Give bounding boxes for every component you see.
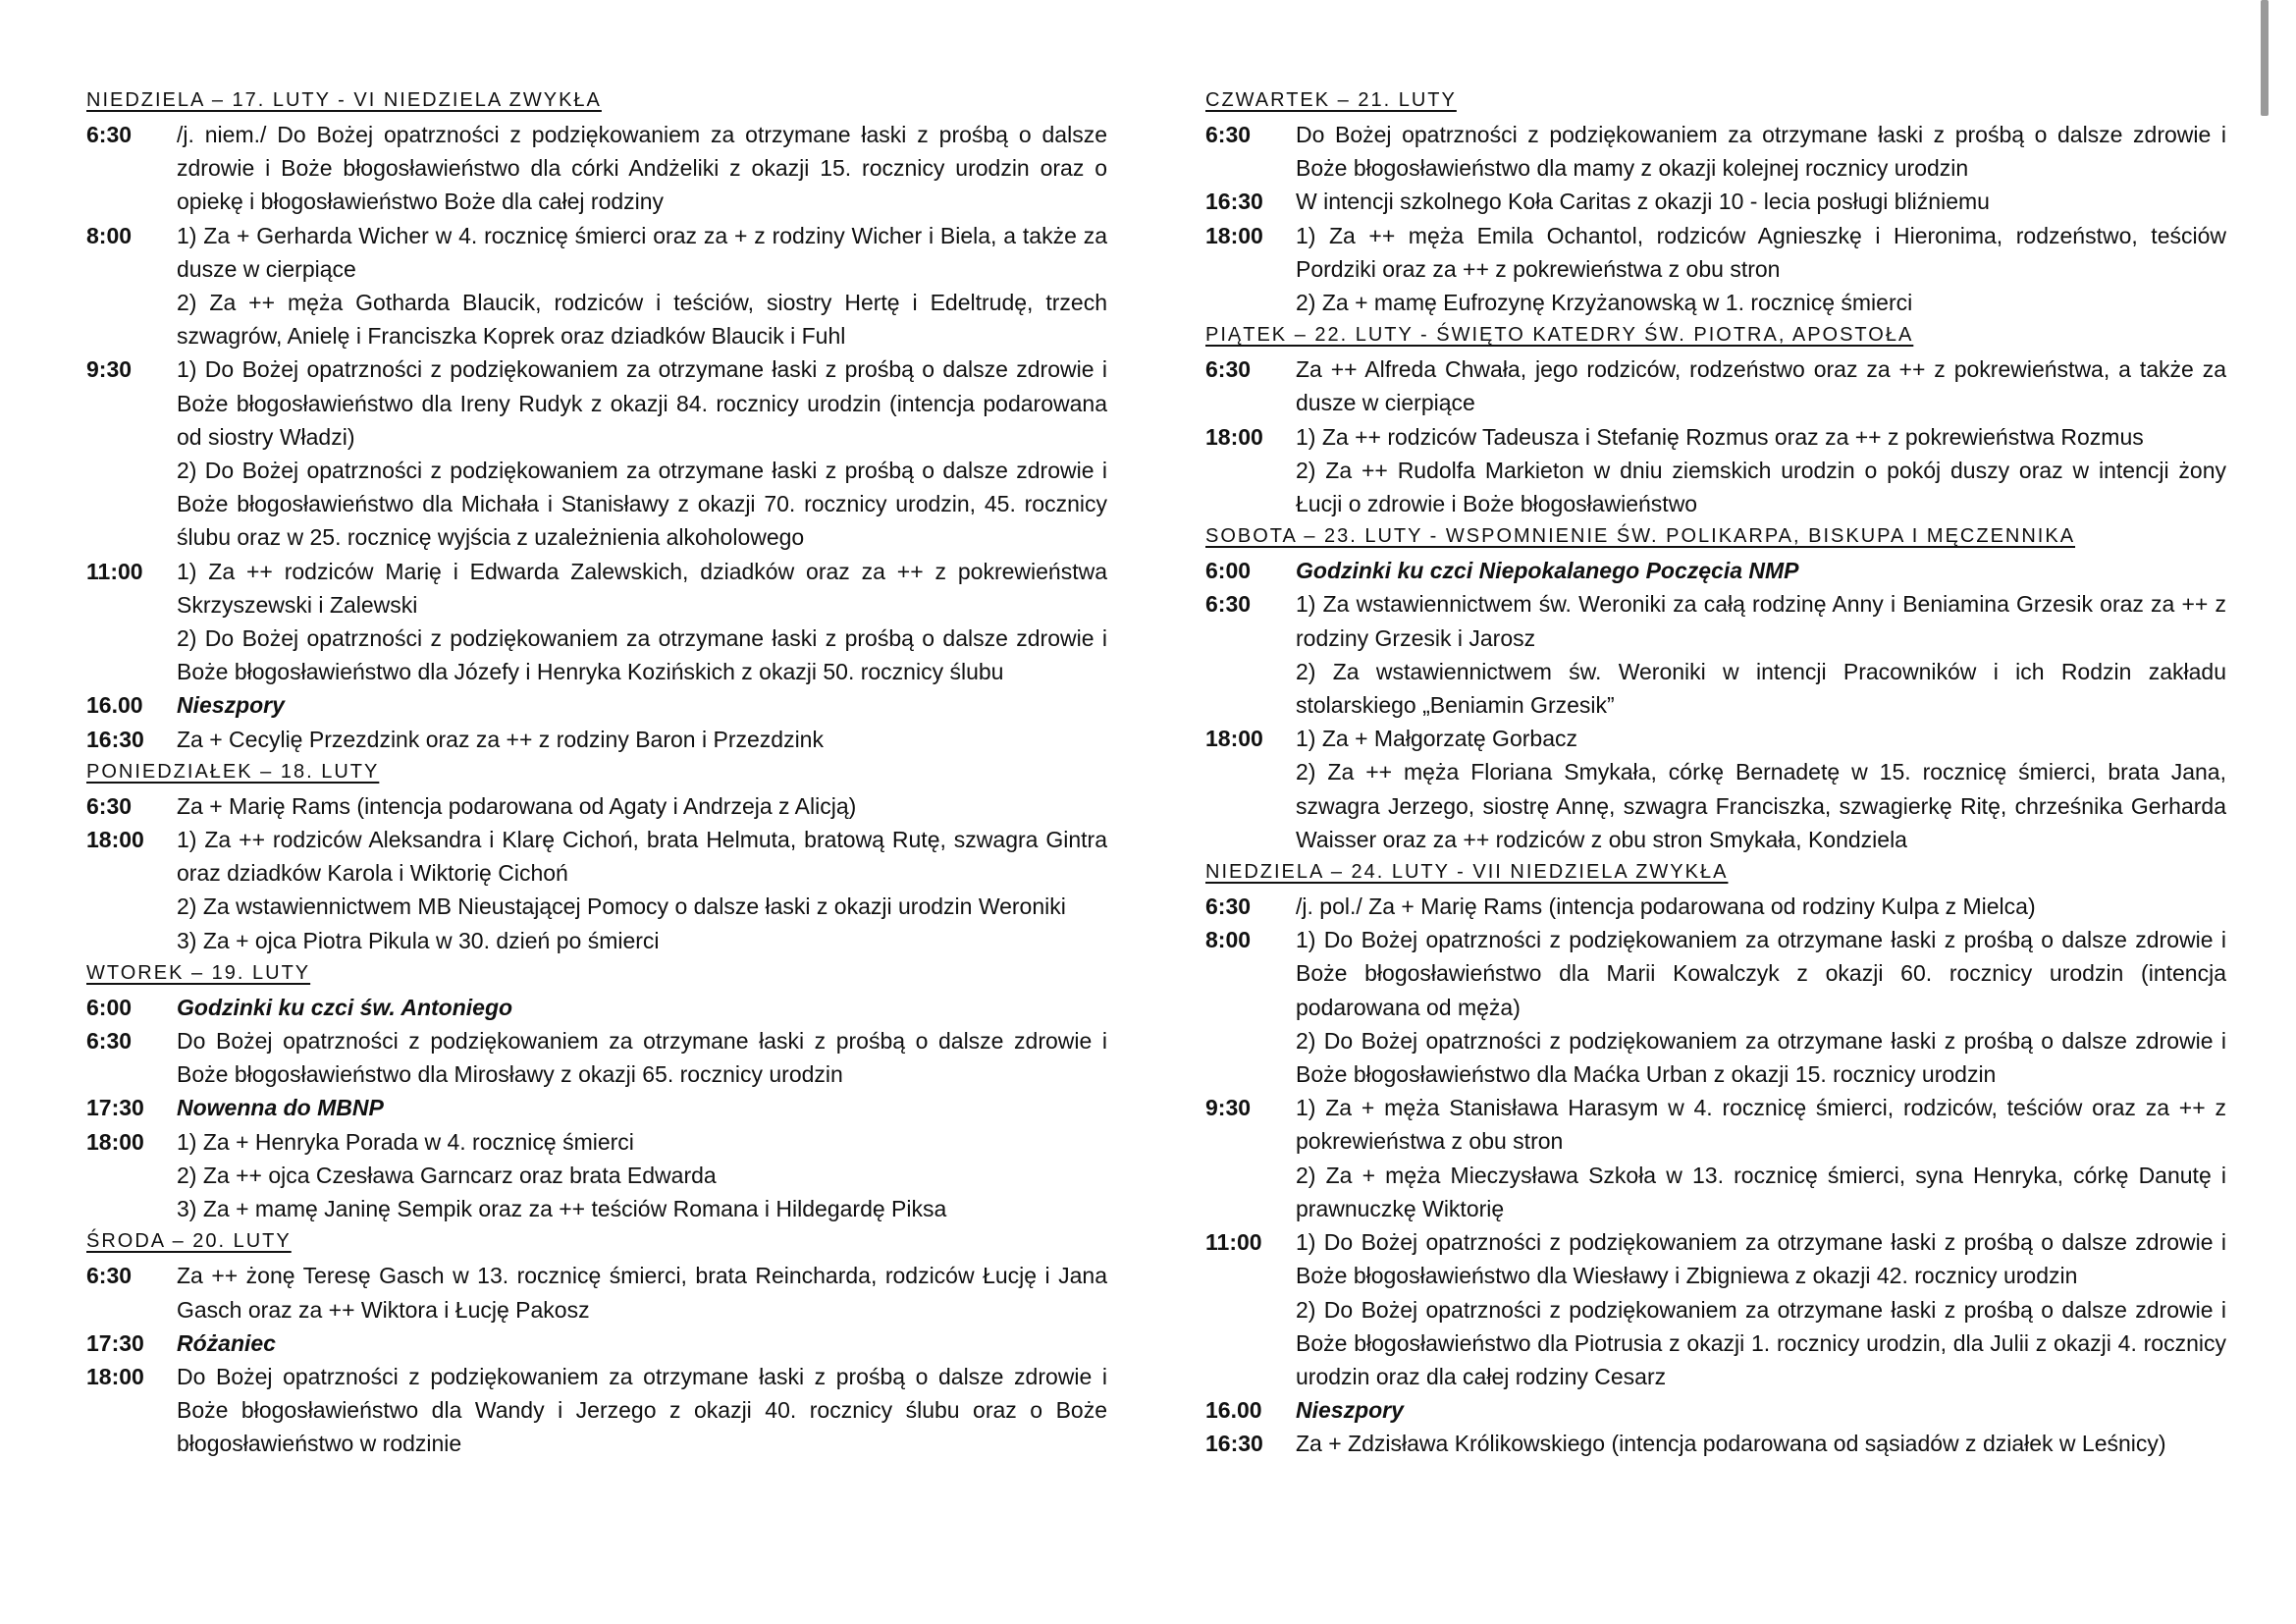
intention-entry: [1205, 1091, 2226, 1225]
intention-text: [177, 1024, 1107, 1091]
mass-time: 8:00: [1205, 927, 1252, 953]
intention-line: 2) Za + mamę Eufrozynę Krzyżanowską w 1. rocznicę śmierci: [1296, 290, 1913, 316]
intention-line: 2) Za wstawiennictwem MB Nieustającej Pomocy o dalsze łaski z okazji urodzin Weroniki: [177, 893, 1066, 920]
intention-text: [177, 219, 1107, 353]
scrollbar[interactable]: [2261, 0, 2269, 116]
mass-time: 6:30: [86, 122, 133, 147]
intention-text: [1296, 554, 2226, 587]
mass-time: 11:00: [86, 558, 143, 584]
mass-time: 16.00: [86, 692, 143, 719]
mass-time: 16:30: [1205, 189, 1263, 215]
day-heading: WTOREK – 19. LUTY: [86, 961, 311, 984]
intention-entry: [86, 118, 1107, 219]
intention-line: 2) Do Bożej opatrzności z podziękowaniem za otrzymane łaski z prośbą o dalsze zdrowie i Boże błogosławieństwo dla Maćka Urban z okazji 15. rocznicy urodzin: [1296, 1027, 2226, 1088]
intention-text: [1296, 185, 2226, 218]
intention-text: [1296, 219, 2226, 320]
mass-time: 6:30: [86, 792, 133, 819]
intention-line: Za + Marię Rams (intencja podarowana od Agaty i Andrzeja z Alicją): [177, 792, 857, 819]
intention-entry: [1205, 219, 2226, 320]
intention-text: [177, 789, 1107, 823]
intention-text: [1296, 587, 2226, 722]
mass-time: 18:00: [86, 1128, 144, 1155]
day-heading: NIEDZIELA – 24. LUTY - VII NIEDZIELA ZWYKŁA: [1205, 861, 1729, 884]
mass-time: 6:30: [1205, 122, 1252, 147]
intention-text: [177, 723, 1107, 756]
mass-time: 17:30: [86, 1329, 144, 1356]
mass-time: 18:00: [1205, 726, 1263, 752]
day-heading: SOBOTA – 23. LUTY - WSPOMNIENIE ŚW. POLIKARPA, BISKUPA I MĘCZENNIKA: [1205, 525, 2076, 548]
intention-entry: [1205, 420, 2226, 521]
mass-time: 6:30: [86, 1263, 133, 1289]
intention-text: [177, 1125, 1107, 1226]
intention-line: Nieszpory: [177, 692, 285, 719]
mass-time: 8:00: [86, 222, 133, 248]
intention-line: 1) Za wstawiennictwem św. Weroniki za całą rodzinę Anny i Beniamina Grzesik oraz za ++ z rodziny Grzesik i Jarosz: [1296, 591, 2226, 651]
intention-entry: [1205, 1393, 2226, 1427]
intention-line: Nieszpory: [1296, 1397, 1404, 1424]
intention-line: Do Bożej opatrzności z podziękowaniem za otrzymane łaski z prośbą o dalsze zdrowie i Boże błogosławieństwo dla Mirosławy z okazji 65. rocznicy urodzin: [177, 1028, 1107, 1088]
intention-line: Różaniec: [177, 1329, 276, 1356]
intention-entry: [86, 688, 1107, 722]
intention-line: /j. pol./ Za + Marię Rams (intencja podarowana od rodziny Kulpa z Mielca): [1296, 893, 2036, 920]
intention-line: Nowenna do MBNP: [177, 1095, 384, 1121]
intention-entry: [1205, 554, 2226, 587]
intention-text: [177, 823, 1107, 957]
intention-line: Godzinki ku czci Niepokalanego Poczęcia NMP: [1296, 558, 1799, 584]
intention-line: 1) Za ++ męża Emila Ochantol, rodziców Agnieszkę i Hieronima, rodzeństwo, teściów Pordziki oraz za ++ z pokrewieństwa z obu stron: [1296, 222, 2226, 282]
intention-line: 2) Do Bożej opatrzności z podziękowaniem za otrzymane łaski z prośbą o dalsze zdrowie i Boże błogosławieństwo dla Józefy i Henryka Kozińskich z okazji 50. rocznicy ślubu: [177, 625, 1107, 685]
intention-entry: [86, 1360, 1107, 1461]
day-heading: CZWARTEK – 21. LUTY: [1205, 89, 1457, 111]
intention-text: [177, 991, 1107, 1024]
mass-time: 11:00: [1205, 1229, 1262, 1256]
intention-entry: [86, 1125, 1107, 1226]
intention-line: Do Bożej opatrzności z podziękowaniem za otrzymane łaski z prośbą o dalsze zdrowie i Boże błogosławieństwo dla Wandy i Jerzego z okazji 40. rocznicy ślubu oraz o Boże błogosławieństwo w rodzinie: [177, 1363, 1107, 1457]
intention-line: 1) Do Bożej opatrzności z podziękowaniem za otrzymane łaski z prośbą o dalsze zdrowie i Boże błogosławieństwo dla Marii Kowalczyk z okazji 60. rocznicy urodzin (intencja podarowana od męża): [1296, 927, 2226, 1020]
day-heading: PIĄTEK – 22. LUTY - ŚWIĘTO KATEDRY ŚW. PIOTRA, APOSTOŁA: [1205, 324, 1914, 347]
intention-entry: [86, 555, 1107, 689]
intention-entry: [86, 1024, 1107, 1091]
mass-time: 16.00: [1205, 1397, 1262, 1424]
intention-entry: [1205, 890, 2226, 923]
intention-entry: [1205, 923, 2226, 1091]
intention-entry: [86, 1091, 1107, 1124]
mass-time: 17:30: [86, 1095, 144, 1121]
intention-entry: [1205, 1225, 2226, 1393]
right-column: [1205, 84, 2226, 1461]
mass-time: 18:00: [86, 827, 144, 853]
intention-line: 2) Za + męża Mieczysława Szkoła w 13. rocznicę śmierci, syna Henryka, córkę Danutę i prawnuczkę Wiktorię: [1296, 1162, 2226, 1221]
mass-time: 6:30: [1205, 591, 1252, 618]
mass-time: 18:00: [1205, 222, 1263, 248]
mass-time: 16:30: [86, 726, 144, 752]
intention-line: 2) Do Bożej opatrzności z podziękowaniem za otrzymane łaski z prośbą o dalsze zdrowie i Boże błogosławieństwo dla Piotrusia z okazji 1. rocznicy urodzin, dla Julii z okazji 4. rocznicy urodzin oraz dla całej rodziny Cesarz: [1296, 1296, 2226, 1389]
intention-text: [1296, 1225, 2226, 1393]
day-heading: NIEDZIELA – 17. LUTY - VI NIEDZIELA ZWYKŁA: [86, 89, 602, 111]
intention-line: Za + Zdzisława Królikowskiego (intencja podarowana od sąsiadów z działek w Leśnicy): [1296, 1431, 2166, 1457]
intention-line: 1) Za + Małgorzatę Gorbacz: [1296, 726, 1577, 752]
intention-line: 2) Za ++ ojca Czesława Garncarz oraz brata Edwarda: [177, 1162, 717, 1188]
mass-time: 18:00: [86, 1363, 144, 1389]
intention-line: 3) Za + mamę Janinę Sempik oraz za ++ teściów Romana i Hildegardę Piksa: [177, 1196, 947, 1222]
intention-entry: [1205, 587, 2226, 722]
intention-text: [177, 118, 1107, 219]
intention-entry: [86, 823, 1107, 957]
intention-text: [177, 1326, 1107, 1360]
intention-entry: [1205, 185, 2226, 218]
day-heading: ŚRODA – 20. LUTY: [86, 1230, 292, 1253]
intention-entry: [1205, 722, 2226, 856]
intention-text: [177, 555, 1107, 689]
intention-line: 1) Za + Henryka Porada w 4. rocznicę śmierci: [177, 1128, 634, 1155]
intention-text: [1296, 118, 2226, 185]
mass-time: 9:30: [1205, 1095, 1252, 1121]
intention-text: [1296, 890, 2226, 923]
intention-entry: [86, 991, 1107, 1024]
intention-line: 2) Za ++ męża Floriana Smykała, córkę Bernadetę w 15. rocznicę śmierci, brata Jana, szwagra Jerzego, siostrę Annę, szwagra Franciszka, szwagierkę Ritę, chrześnika Gerharda Waisser oraz za ++ rodziców z obu stron Smykała, Kondziela: [1296, 759, 2226, 852]
day-heading: PONIEDZIAŁEK – 18. LUTY: [86, 760, 380, 783]
intention-text: [1296, 1427, 2226, 1460]
intention-entry: [1205, 118, 2226, 185]
intention-entry: [86, 723, 1107, 756]
intention-text: [1296, 1091, 2226, 1225]
intention-line: Godzinki ku czci św. Antoniego: [177, 994, 513, 1020]
intention-entry: [86, 219, 1107, 353]
intention-line: 1) Za + męża Stanisława Harasym w 4. rocznicę śmierci, rodziców, teściów oraz za ++ z pokrewieństwa z obu stron: [1296, 1095, 2226, 1155]
intention-line: 1) Za ++ rodziców Aleksandra i Klarę Cichoń, brata Helmuta, bratową Rutę, szwagra Gintra oraz dziadków Karola i Wiktorię Cichoń: [177, 827, 1107, 887]
intention-text: [1296, 420, 2226, 521]
mass-time: 6:00: [86, 994, 133, 1020]
intention-line: /j. niem./ Do Bożej opatrzności z podziękowaniem za otrzymane łaski z prośbą o dalsze zdrowie i Boże błogosławieństwo dla córki Andżeliki z okazji 15. rocznicy urodzin oraz o opiekę i błogosławieństwo Boże dla całej rodziny: [177, 122, 1107, 215]
mass-time: 6:30: [1205, 893, 1252, 920]
intention-line: Za ++ Alfreda Chwała, jego rodziców, rodzeństwo oraz za ++ z pokrewieństwa, a także za dusze w cierpiące: [1296, 356, 2226, 416]
intention-text: [177, 1259, 1107, 1326]
intention-text: [1296, 1393, 2226, 1427]
mass-time: 9:30: [86, 356, 133, 383]
intention-text: [1296, 923, 2226, 1091]
intention-text: [177, 352, 1107, 554]
intention-text: [177, 688, 1107, 722]
intention-line: 1) Do Bożej opatrzności z podziękowaniem za otrzymane łaski z prośbą o dalsze zdrowie i Boże błogosławieństwo dla Ireny Rudyk z okazji 84. rocznicy urodzin (intencja podarowana od siostry Władzi): [177, 356, 1107, 450]
intention-text: [1296, 722, 2226, 856]
intention-line: 1) Za + Gerharda Wicher w 4. rocznicę śmierci oraz za + z rodziny Wicher i Biela, a także za dusze w cierpiące: [177, 222, 1107, 282]
intention-line: Do Bożej opatrzności z podziękowaniem za otrzymane łaski z prośbą o dalsze zdrowie i Boże błogosławieństwo dla mamy z okazji kolejnej rocznicy urodzin: [1296, 122, 2226, 182]
intention-line: 1) Do Bożej opatrzności z podziękowaniem za otrzymane łaski z prośbą o dalsze zdrowie i Boże błogosławieństwo dla Wiesławy i Zbigniewa z okazji 42. rocznicy urodzin: [1296, 1229, 2226, 1289]
mass-time: 16:30: [1205, 1431, 1263, 1457]
intention-line: 2) Za ++ Rudolfa Markieton w dniu ziemskich urodzin o pokój duszy oraz w intencji żony Łucji o zdrowie i Boże błogosławieństwo: [1296, 457, 2226, 517]
intention-text: [177, 1360, 1107, 1461]
mass-time: 6:30: [1205, 356, 1252, 383]
mass-time: 6:30: [86, 1028, 133, 1055]
intention-line: Za ++ żonę Teresę Gasch w 13. rocznicę śmierci, brata Reincharda, rodziców Łucję i Jana Gasch oraz za ++ Wiktora i Łucję Pakosz: [177, 1263, 1107, 1323]
intention-line: 1) Za ++ rodziców Marię i Edwarda Zalewskich, dziadków oraz za ++ z pokrewieństwa Skrzyszewski i Zalewski: [177, 558, 1107, 618]
left-column: [86, 84, 1107, 1461]
intention-line: 2) Za ++ męża Gotharda Blaucik, rodziców i teściów, siostry Hertę i Edeltrudę, trzech szwagrów, Anielę i Franciszka Koprek oraz dziadków Blaucik i Fuhl: [177, 290, 1107, 350]
mass-time: 6:00: [1205, 558, 1252, 584]
intention-entry: [86, 352, 1107, 554]
intention-entry: [86, 1259, 1107, 1326]
intention-entry: [86, 1326, 1107, 1360]
intention-line: 2) Za wstawiennictwem św. Weroniki w intencji Pracowników i ich Rodzin zakładu stolarskiego „Beniamin Grzesik”: [1296, 658, 2226, 719]
intention-line: W intencji szkolnego Koła Caritas z okazji 10 - lecia posługi bliźniemu: [1296, 189, 1990, 215]
intention-entry: [1205, 1427, 2226, 1460]
intention-line: 3) Za + ojca Piotra Pikula w 30. dzień po śmierci: [177, 927, 660, 953]
intention-line: 1) Za ++ rodziców Tadeusza i Stefanię Rozmus oraz za ++ z pokrewieństwa Rozmus: [1296, 423, 2144, 450]
intention-entry: [1205, 352, 2226, 419]
intention-entry: [86, 789, 1107, 823]
intention-text: [177, 1091, 1107, 1124]
mass-time: 18:00: [1205, 423, 1263, 450]
intention-text: [1296, 352, 2226, 419]
intention-line: Za + Cecylię Przezdzink oraz za ++ z rodziny Baron i Przezdzink: [177, 726, 824, 752]
intention-line: 2) Do Bożej opatrzności z podziękowaniem za otrzymane łaski z prośbą o dalsze zdrowie i Boże błogosławieństwo dla Michała i Stanisławy z okazji 70. rocznicy urodzin, 45. rocznicy ślubu oraz w 25. rocznicę wyjścia z uzależnienia alkoholowego: [177, 458, 1107, 551]
